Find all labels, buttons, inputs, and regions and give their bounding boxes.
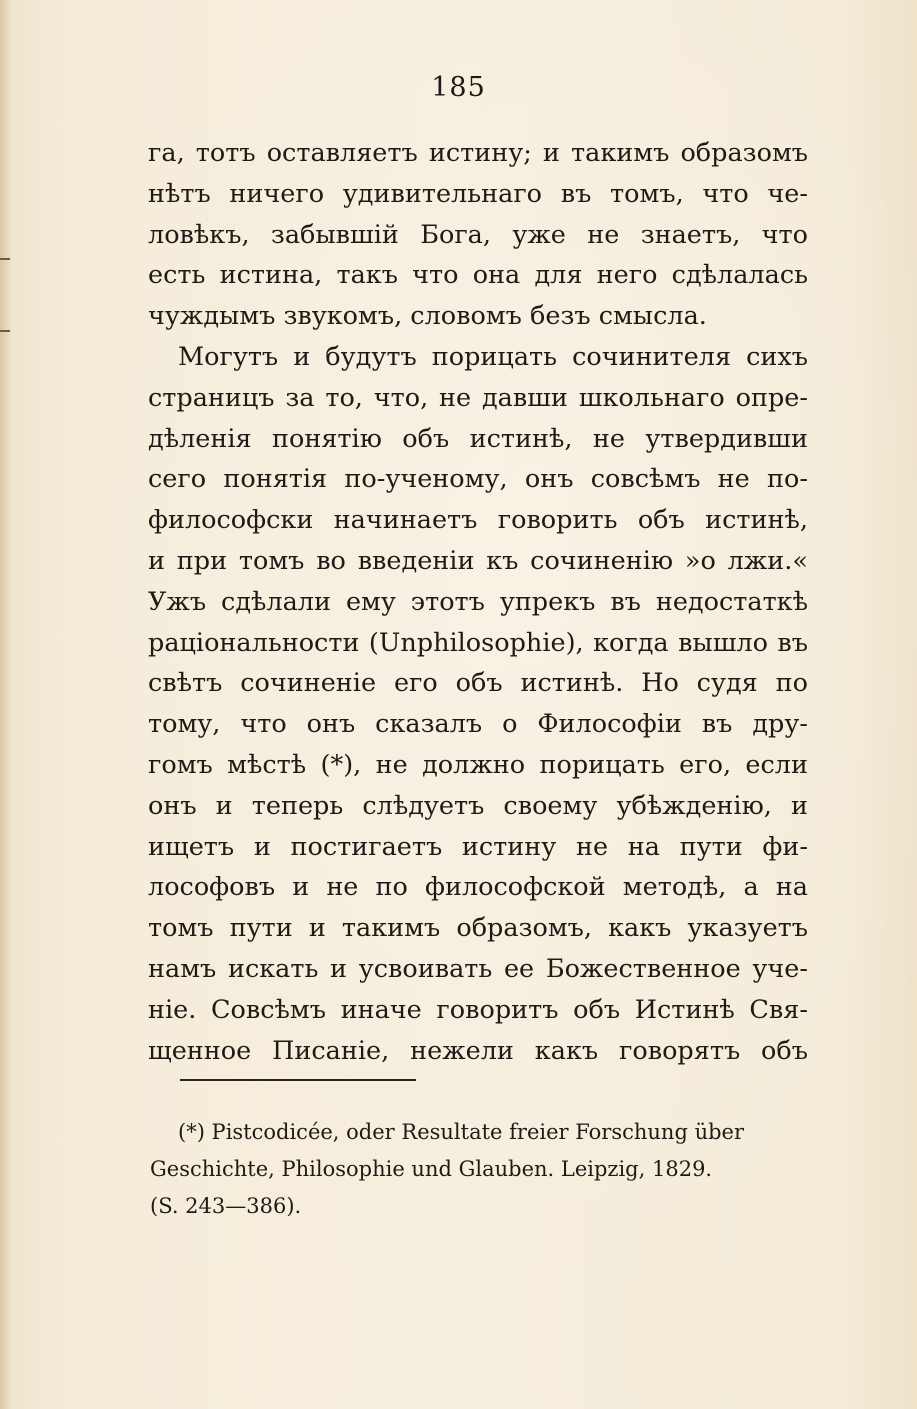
footnote-line: (S. 243—386). — [150, 1194, 302, 1218]
text-line: гомъ мѣстѣ (*), не должно порицать его, если — [148, 749, 808, 780]
text-line: Могутъ и будутъ порицать сочинителя сихъ — [178, 341, 808, 372]
body-text — [148, 133, 808, 1071]
margin-mark — [0, 258, 10, 260]
text-line: щенное Писаніе, нежели какъ говорятъ объ — [148, 1035, 808, 1066]
text-line: раціональности (Unphilosophie), когда вышло въ — [148, 627, 808, 658]
page-spine-shadow — [0, 0, 12, 1409]
text-line: нѣтъ ничего удивительнаго въ томъ, что че- — [148, 178, 808, 209]
text-line: намъ искать и усвоивать ее Божественное уче- — [148, 953, 808, 984]
text-line: томъ пути и такимъ образомъ, какъ указуетъ — [148, 913, 808, 944]
text-line: ловѣкъ, забывшій Бога, уже не знаетъ, что — [148, 219, 808, 250]
footnote — [150, 1114, 810, 1225]
text-line: и при томъ во введеніи къ сочиненію »о лжи.« — [148, 545, 808, 576]
text-line: есть истина, такъ что она для него сдѣлалась — [148, 260, 808, 291]
text-line: ніе. Совсѣмъ иначе говоритъ объ Истинѣ Свя- — [148, 994, 808, 1025]
text-line: га, тотъ оставляетъ истину; и такимъ образомъ — [148, 138, 808, 168]
footnote-line: Geschichte, Philosophie und Glauben. Leipzig, 1829. — [150, 1157, 713, 1181]
margin-mark — [0, 330, 10, 332]
text-line: онъ и теперь слѣдуетъ своему убѣжденію, и — [148, 790, 808, 821]
footnote-rule — [180, 1079, 416, 1081]
text-line: сего понятія по-ученому, онъ совсѣмъ не по- — [148, 464, 808, 495]
text-line: лософовъ и не по философской методѣ, а на — [148, 872, 808, 903]
text-line: философски начинаетъ говорить объ истинѣ, — [148, 505, 808, 536]
page-number: 185 — [431, 72, 486, 103]
text-line: Ужъ сдѣлали ему этотъ упрекъ въ недостаткѣ — [148, 586, 808, 617]
text-line: тому, что онъ сказалъ о Философіи въ дру- — [148, 709, 808, 740]
footnote-line: (*) Pistcodicée, oder Resultate freier Forschung über — [178, 1120, 745, 1144]
text-line: свѣтъ сочиненіе его объ истинѣ. Но судя по — [148, 668, 808, 699]
text-line: страницъ за то, что, не давши школьнаго опре- — [148, 382, 808, 413]
text-line: дѣленія понятію объ истинѣ, не утвердивши — [148, 423, 808, 454]
text-line: ищетъ и постигаетъ истину не на пути фи- — [148, 831, 808, 862]
text-line: чуждымъ звукомъ, словомъ безъ смысла. — [148, 301, 707, 332]
